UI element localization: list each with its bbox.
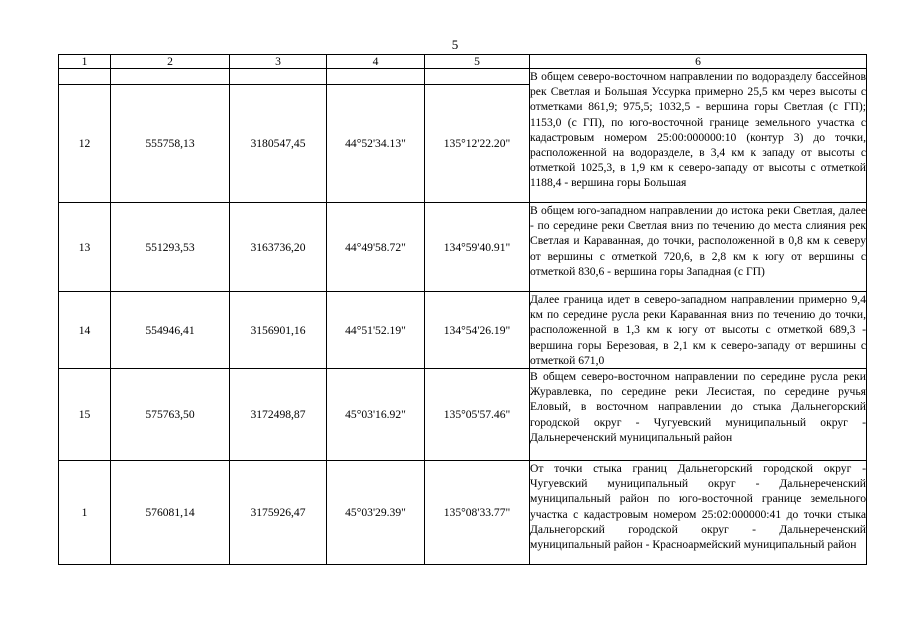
header-col-3: 3 xyxy=(230,55,327,69)
latitude: 45°03'16.92" xyxy=(327,369,425,461)
header-col-1: 1 xyxy=(59,55,111,69)
description-cell xyxy=(530,203,867,292)
description-text: Далее граница идет в северо-западном направлении примерно 9,4 км по середине русла реки Караванная вниз по течению до точки, расположенной в 1,3 км к югу от высоты с отметкой 689,3 - вершина горы Березовая, в 2,1 км к северо-западу от вершины с отметкой 671,0 xyxy=(530,293,866,367)
empty-cell xyxy=(230,69,327,85)
empty-cell xyxy=(327,69,425,85)
coordinate-x: 551293,53 xyxy=(111,203,230,292)
longitude: 135°08'33.77" xyxy=(425,461,530,565)
coordinate-x: 576081,14 xyxy=(111,461,230,565)
header-col-6: 6 xyxy=(530,55,867,69)
description-text: В общем северо-восточном направлении по середине русла реки Журавлевка, по середине реки Лесистая, по середине ручья Еловый, в восточном направлении до стыка Дальнегорский городской округ - Чугуевский муниципальный округ - Дальнереченский муниципальный район xyxy=(530,370,866,444)
description-cell xyxy=(530,461,867,565)
table-row xyxy=(59,292,867,369)
longitude: 134°59'40.91" xyxy=(425,203,530,292)
point-number: 15 xyxy=(59,369,111,461)
header-col-4: 4 xyxy=(327,55,425,69)
coordinate-y: 3180547,45 xyxy=(230,85,327,203)
description-text: В общем северо-восточном направлении по водоразделу бассейнов рек Светлая и Большая Уссурка примерно 25,5 км через высоты с отметками 861,9; 975,5; 1032,5 - вершина горы Светлая (с ГП); 1153,0 (с ГП), по юго-восточной границе земельного участка с кадастровым номером 25:00:000000:10 (контур 3) до точки, расположенной на водоразделе, в 3,4 км к западу от высоты с отметкой 1025,3, в 1,9 км к северо-западу от высоты с отметкой 1188,4 - вершина горы Большая xyxy=(530,70,866,190)
table-row xyxy=(59,461,867,565)
description-text: От точки стыка границ Дальнегорский городской округ - Чугуевский муниципальный округ - Дальнереченский муниципальный район по юго-восточной границе земельного участка с кадастровым номером 25:02:000000:41 до точки стыка Дальнегорский городской округ - Дальнереченский муниципальный район - Красноармейский муниципальный район xyxy=(530,462,866,552)
table-header-row xyxy=(59,55,867,69)
latitude: 45°03'29.39" xyxy=(327,461,425,565)
boundary-coordinates-table xyxy=(58,54,867,565)
point-number: 14 xyxy=(59,292,111,369)
description-cell xyxy=(530,69,867,203)
table-row xyxy=(59,203,867,292)
coordinate-y: 3172498,87 xyxy=(230,369,327,461)
latitude: 44°51'52.19" xyxy=(327,292,425,369)
point-number: 12 xyxy=(59,85,111,203)
point-number: 13 xyxy=(59,203,111,292)
longitude: 134°54'26.19" xyxy=(425,292,530,369)
empty-cell xyxy=(425,69,530,85)
coordinate-y: 3163736,20 xyxy=(230,203,327,292)
coordinate-y: 3175926,47 xyxy=(230,461,327,565)
description-text: В общем юго-западном направлении до истока реки Светлая, далее - по середине реки Светлая вниз по течению до места слияния рек Светлая и Караванная, до точки, расположенной в 0,8 км к северу от вершины с отметкой 720,6, в 2,8 км к югу от вершины с отметкой 830,6 - вершина горы Западная (с ГП) xyxy=(530,204,866,278)
coordinate-x: 575763,50 xyxy=(111,369,230,461)
latitude: 44°49'58.72" xyxy=(327,203,425,292)
table-row xyxy=(59,369,867,461)
header-col-2: 2 xyxy=(111,55,230,69)
point-number: 1 xyxy=(59,461,111,565)
description-cell xyxy=(530,292,867,369)
coordinate-y: 3156901,16 xyxy=(230,292,327,369)
description-cell xyxy=(530,369,867,461)
coordinate-x: 554946,41 xyxy=(111,292,230,369)
longitude: 135°12'22.20" xyxy=(425,85,530,203)
table-row-blank xyxy=(59,69,867,85)
empty-cell xyxy=(111,69,230,85)
coordinate-x: 555758,13 xyxy=(111,85,230,203)
latitude: 44°52'34.13" xyxy=(327,85,425,203)
page-number: 5 xyxy=(451,37,459,52)
empty-cell xyxy=(59,69,111,85)
longitude: 135°05'57.46" xyxy=(425,369,530,461)
header-col-5: 5 xyxy=(425,55,530,69)
